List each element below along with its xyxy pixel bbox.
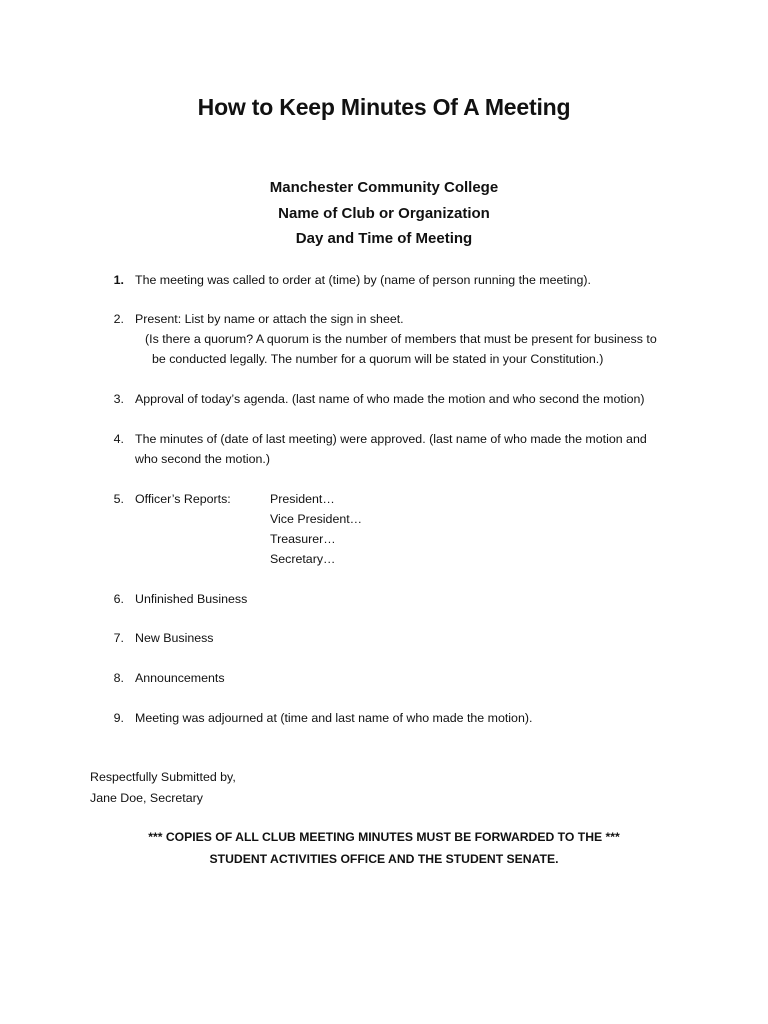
item-number: 3. [113, 392, 124, 406]
item-number: 9. [113, 711, 124, 725]
item-number: 4. [113, 432, 124, 446]
item-number: 2. [113, 312, 124, 326]
item-text: Officer’s Reports: [135, 492, 231, 506]
officer-list [270, 489, 362, 569]
item-text: Present: List by name or attach the sign in sheet. [135, 312, 404, 326]
item-number: 7. [113, 631, 124, 645]
meeting-day-time: Day and Time of Meeting [295, 230, 473, 247]
item-number: 1. [113, 273, 124, 287]
item-text: New Business [135, 631, 214, 645]
officer-vice-president: Vice President… [270, 512, 363, 526]
item-number: 5. [113, 492, 124, 506]
item-text: Announcements [135, 671, 225, 685]
officer-treasurer: Treasurer… [270, 532, 336, 546]
item-subtext: (Is there a quorum? A quorum is the number of members that must be present for business to [145, 332, 657, 346]
signoff-line: Respectfully Submitted by, [90, 770, 236, 784]
notice-line: *** COPIES OF ALL CLUB MEETING MINUTES MUST BE FORWARDED TO THE *** [148, 830, 620, 844]
item-text: Approval of today’s agenda. (last name of who made the motion and who second the motion) [135, 392, 645, 406]
club-name: Name of Club or Organization [278, 204, 490, 222]
officer-president: President… [270, 492, 335, 506]
signoff-block [90, 767, 236, 809]
college-name: Manchester Community College [269, 179, 499, 196]
forwarding-notice [0, 827, 768, 870]
item-number: 6. [113, 592, 124, 606]
item-subtext: be conducted legally. The number for a quorum will be stated in your Constitution.) [152, 352, 604, 366]
document-header [0, 175, 768, 252]
item-text: The meeting was called to order at (time) by (name of person running the meeting). [135, 273, 591, 287]
notice-line: STUDENT ACTIVITIES OFFICE AND THE STUDENT SENATE. [209, 851, 559, 866]
item-text: The minutes of (date of last meeting) were approved. (last name of who made the motion and [135, 432, 647, 446]
document-title: How to Keep Minutes Of A Meeting [197, 94, 571, 120]
item-text: Unfinished Business [135, 592, 248, 606]
item-text: Meeting was adjourned at (time and last name of who made the motion). [135, 711, 533, 725]
item-text-continued: who second the motion.) [135, 452, 270, 466]
signoff-signer: Jane Doe, Secretary [90, 791, 203, 805]
item-number: 8. [113, 671, 124, 685]
officer-secretary: Secretary… [270, 552, 336, 566]
